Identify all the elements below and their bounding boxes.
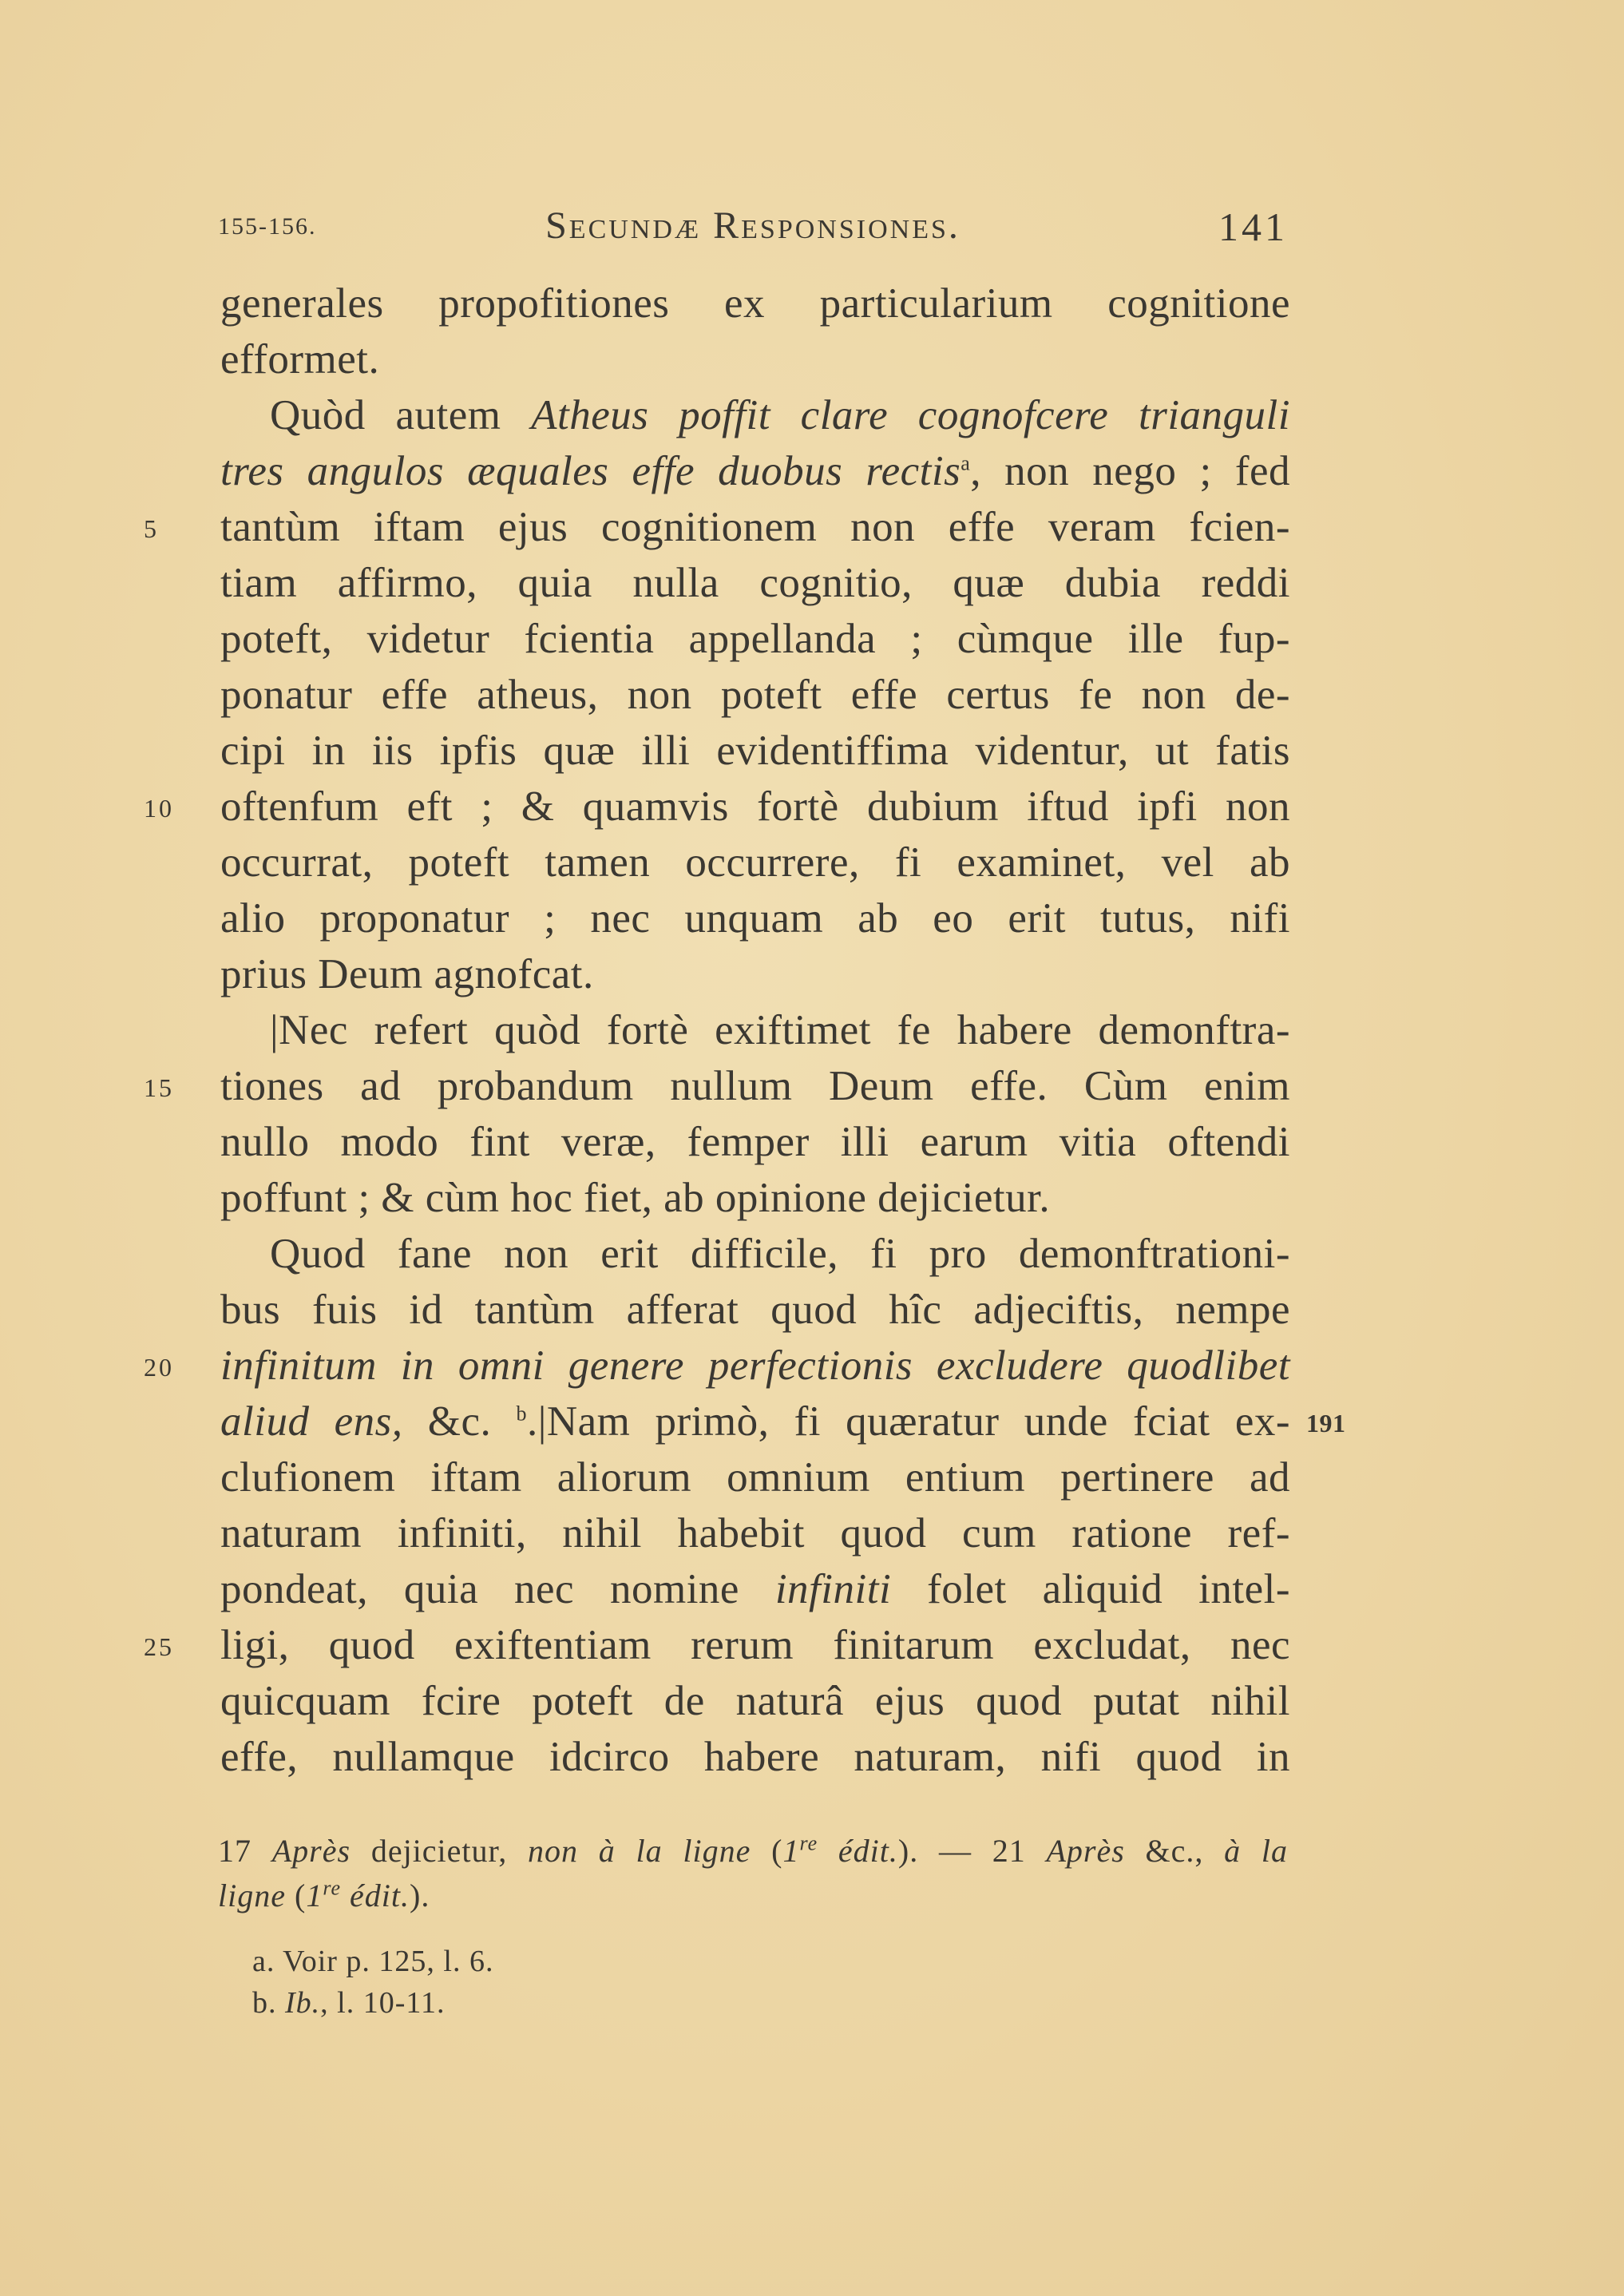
text-segment: b. bbox=[252, 1986, 285, 2020]
text-segment: tantùm iftam ejus cognitionem non effe veram fcien- bbox=[220, 504, 1290, 550]
variant-note-line bbox=[218, 1829, 1288, 1874]
text-segment: infiniti bbox=[774, 1566, 892, 1612]
text-line bbox=[220, 667, 1290, 723]
text-line bbox=[144, 779, 1290, 835]
text-line bbox=[220, 1729, 1290, 1785]
text-segment: efformet. bbox=[220, 336, 380, 383]
text-segment: naturam infiniti, nihil habebit quod cum ratione ref- bbox=[220, 1510, 1290, 1556]
text-segment: infinitum in omni genere perfectionis excludere quodlibet bbox=[220, 1342, 1290, 1389]
text-segment: 1 bbox=[782, 1833, 800, 1869]
text-segment: ligi, quod exiftentiam rerum finitarum excludat, nec bbox=[220, 1622, 1290, 1668]
text-segment: poteft, videtur fcientia appellanda ; cùmque ille fup- bbox=[220, 616, 1290, 662]
text-line bbox=[220, 1002, 1290, 1058]
text-segment: Quòd autem bbox=[270, 392, 532, 438]
text-line bbox=[220, 835, 1290, 890]
text-line bbox=[220, 1394, 1346, 1449]
text-line bbox=[220, 1505, 1290, 1561]
text-segment: édit. bbox=[818, 1833, 898, 1869]
text-line bbox=[220, 611, 1290, 667]
text-segment: effe, nullamque idcirco habere naturam, nifi quod in bbox=[220, 1734, 1290, 1780]
text-line bbox=[220, 1449, 1290, 1505]
text-line bbox=[220, 1226, 1290, 1282]
line-number: 10 bbox=[144, 794, 174, 823]
variant-note-line bbox=[218, 1874, 1288, 1918]
text-segment: 17 bbox=[218, 1833, 272, 1869]
line-number: 15 bbox=[144, 1073, 174, 1102]
text-segment: .|Nam primò, fi quæratur unde fciat ex- bbox=[526, 1398, 1290, 1445]
text-segment: ). — 21 bbox=[897, 1833, 1047, 1869]
header-title: Secundæ Responsiones. bbox=[545, 204, 961, 247]
text-segment: ( bbox=[751, 1833, 783, 1869]
text-segment: 1 bbox=[306, 1878, 323, 1913]
text-segment: non à la ligne bbox=[528, 1833, 751, 1869]
text-segment: aliud ens, bbox=[220, 1398, 428, 1445]
text-segment: Après bbox=[1046, 1833, 1125, 1869]
text-segment: dejicietur, bbox=[351, 1833, 529, 1869]
text-segment: generales propofitiones ex particularium cognitione bbox=[220, 280, 1290, 327]
text-segment: Quod fane non erit difficile, fi pro demonftrationi- bbox=[270, 1231, 1290, 1277]
page-number: 141 bbox=[1218, 204, 1288, 249]
footnote-reference bbox=[252, 1982, 494, 2024]
text-line bbox=[220, 1170, 1290, 1226]
main-text bbox=[144, 276, 1346, 1785]
text-segment: &c., bbox=[1124, 1833, 1225, 1869]
text-segment: , l. 10-11. bbox=[320, 1986, 446, 2020]
margin-page-reference: 191 bbox=[1306, 1409, 1346, 1437]
footnote-references bbox=[252, 1941, 494, 2024]
text-line bbox=[220, 276, 1290, 331]
text-segment: édit. bbox=[341, 1878, 410, 1913]
text-line bbox=[220, 1673, 1290, 1729]
text-segment: Après bbox=[271, 1833, 351, 1869]
text-segment: prius Deum agnofcat. bbox=[220, 951, 594, 997]
text-line bbox=[220, 1561, 1290, 1617]
text-line bbox=[144, 1617, 1290, 1673]
text-line bbox=[220, 331, 1290, 387]
text-segment: pondeat, quia nec nomine bbox=[220, 1566, 775, 1612]
text-segment: à la bbox=[1224, 1833, 1289, 1869]
text-segment: ). bbox=[410, 1878, 430, 1913]
text-segment: nullo modo fint veræ, femper illi earum vitia oftendi bbox=[220, 1119, 1290, 1165]
text-segment: folet aliquid intel- bbox=[891, 1566, 1291, 1612]
text-line bbox=[220, 555, 1290, 611]
text-segment: alio proponatur ; nec unquam ab eo erit tutus, nifi bbox=[220, 895, 1290, 942]
text-segment: cipi in iis ipfis quæ illi evidentiffima videntur, ut fatis bbox=[220, 728, 1290, 774]
text-line bbox=[220, 946, 1290, 1002]
text-line bbox=[144, 499, 1290, 555]
running-header bbox=[218, 204, 1288, 252]
text-segment: &c. bbox=[427, 1398, 517, 1445]
text-line bbox=[220, 723, 1290, 779]
text-segment: ( bbox=[285, 1878, 307, 1913]
footnote-marker: b bbox=[516, 1402, 527, 1426]
text-segment: ponatur effe atheus, non poteft effe certus fe non de- bbox=[220, 672, 1290, 718]
text-line bbox=[220, 1282, 1290, 1338]
footnote-reference bbox=[252, 1941, 494, 1982]
text-segment: Ib. bbox=[285, 1986, 321, 2020]
footnote-marker: re bbox=[323, 1876, 342, 1900]
text-line bbox=[144, 1338, 1290, 1394]
text-segment: bus fuis id tantùm afferat quod hîc adjeciftis, nempe bbox=[220, 1287, 1290, 1333]
text-line bbox=[220, 387, 1290, 443]
text-segment: tres angulos æquales effe duobus rectis bbox=[220, 448, 961, 494]
text-segment: Atheus poffit clare cognofcere trianguli bbox=[531, 392, 1290, 438]
text-segment: clufionem iftam aliorum omnium entium pertinere ad bbox=[220, 1454, 1290, 1501]
text-segment: tiones ad probandum nullum Deum effe. Cùm enim bbox=[220, 1063, 1290, 1109]
text-segment: poffunt ; & cùm hoc fiet, ab opinione dejicietur. bbox=[220, 1175, 1051, 1221]
line-number: 25 bbox=[144, 1632, 174, 1661]
text-segment: , non nego ; fed bbox=[970, 448, 1290, 494]
line-number: 20 bbox=[144, 1353, 174, 1382]
footnote-marker: re bbox=[799, 1831, 818, 1855]
text-line bbox=[220, 1114, 1290, 1170]
text-segment: occurrat, poteft tamen occurrere, fi examinet, vel ab bbox=[220, 839, 1290, 886]
text-segment: quicquam fcire poteft de naturâ ejus quod putat nihil bbox=[220, 1678, 1290, 1724]
text-segment: oftenfum eft ; & quamvis fortè dubium iftud ipfi non bbox=[220, 783, 1290, 830]
text-segment: tiam affirmo, quia nulla cognitio, quæ dubia reddi bbox=[220, 560, 1290, 606]
text-segment: ligne bbox=[218, 1878, 286, 1913]
text-line bbox=[144, 1058, 1290, 1114]
footnote-marker: a bbox=[961, 451, 971, 475]
text-segment: a. Voir p. 125, l. 6. bbox=[252, 1945, 494, 1978]
variant-notes bbox=[218, 1829, 1288, 1918]
header-page-range: 155-156. bbox=[218, 213, 317, 240]
text-line bbox=[220, 443, 1290, 499]
text-segment: |Nec refert quòd fortè exiftimet fe habere demonftra- bbox=[270, 1007, 1290, 1053]
text-line bbox=[220, 890, 1290, 946]
line-number: 5 bbox=[144, 514, 159, 543]
